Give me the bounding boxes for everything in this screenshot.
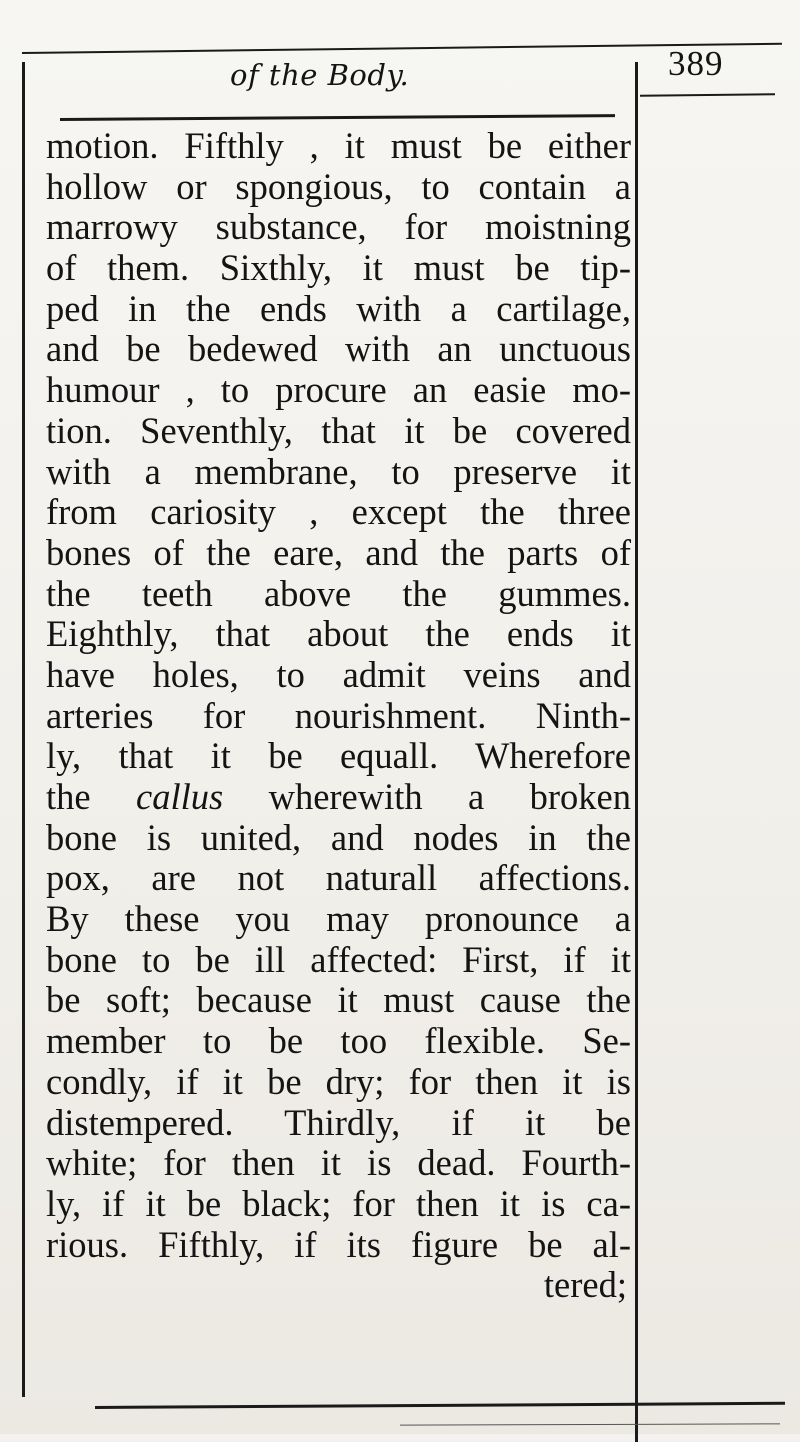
- text-line: By these you may pronounce a: [46, 898, 631, 940]
- text-line: tion. Seventhly, that it be covered: [46, 409, 631, 451]
- text-line: condly, if it be dry; for then it is: [46, 1060, 631, 1102]
- text-line: [46, 777, 631, 818]
- text-line: bone to be ill affected: First, if it: [46, 938, 631, 980]
- text-line: hollow or spongious, to contain a: [46, 165, 631, 207]
- catchword-line: tered;: [543, 1264, 627, 1306]
- text-line: with a membrane, to preserve it: [46, 450, 631, 492]
- text-line: distempered. Thirdly, if it be: [46, 1101, 631, 1143]
- frame-left-rule: [22, 62, 25, 1397]
- text-segment: the: [46, 776, 136, 817]
- margin-top-rule: [640, 93, 775, 96]
- text-line: member to be too flexible. Se-: [46, 1020, 631, 1062]
- text-line: ly, that it be equall. Wherefore: [46, 735, 631, 777]
- text-line: from cariosity , except the three: [46, 491, 631, 533]
- text-line: rious. Fifthly, if its figure be al-: [46, 1223, 631, 1265]
- text-line: have holes, to admit veins and: [46, 653, 631, 695]
- text-line: Eighthly, that about the ends it: [46, 613, 631, 655]
- page-number: 389: [668, 44, 724, 83]
- frame-right-rule: [635, 62, 638, 1442]
- text-line: the teeth above the gummes.: [46, 572, 631, 614]
- text-line: and be bedewed with an unctuous: [46, 328, 631, 370]
- text-line: of them. Sixthly, it must be tip-: [46, 247, 631, 289]
- running-head: of the Body.: [230, 58, 410, 92]
- text-line: ly, if it be black; for then it is ca-: [46, 1182, 631, 1224]
- text-line: humour , to procure an easie mo-: [46, 369, 631, 411]
- text-line: bones of the eare, and the parts of: [46, 531, 631, 573]
- text-line: be soft; because it must cause the: [46, 979, 631, 1021]
- body-text: [46, 126, 631, 1306]
- page-edge-rule: [400, 1423, 780, 1425]
- text-line: pox, are not naturall affections.: [46, 857, 631, 899]
- text-line: white; for then it is dead. Fourth-: [46, 1142, 631, 1184]
- frame-bottom-rule: [95, 1402, 785, 1409]
- text-line: ped in the ends with a cartilage,: [46, 287, 631, 329]
- italic-term: callus: [136, 776, 224, 817]
- text-line: marrowy substance, for moistning: [46, 206, 631, 248]
- text-line: arteries for nourishment. Ninth-: [46, 694, 631, 736]
- text-segment: wherewith a broken: [223, 776, 631, 817]
- text-line: motion. Fifthly , it must be either: [46, 125, 631, 166]
- headline-rule: [60, 114, 615, 121]
- text-line: bone is united, and nodes in the: [46, 816, 631, 858]
